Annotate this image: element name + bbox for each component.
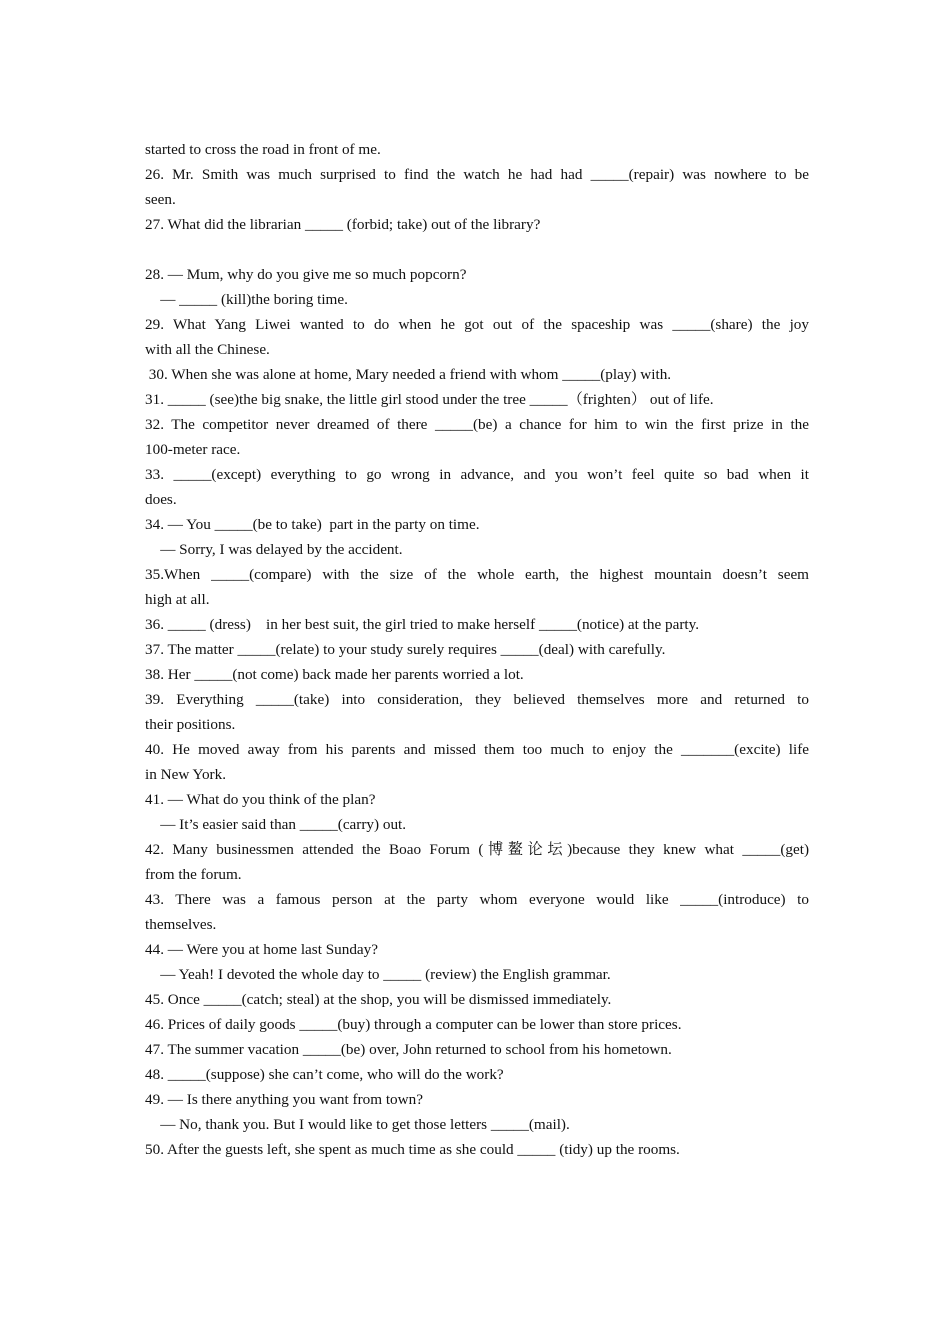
text-line: 46. Prices of daily goods _____(buy) through a computer can be lower than store prices. (145, 1016, 682, 1033)
text-line: — _____ (kill)the boring time. (145, 291, 348, 308)
text-line: 37. The matter _____(relate) to your study surely requires _____(deal) with carefully. (145, 641, 666, 658)
text-line: 27. What did the librarian _____ (forbid; take) out of the library? (145, 216, 541, 233)
text-line: with all the Chinese. (145, 341, 270, 358)
text-line: 44. — Were you at home last Sunday? (145, 941, 379, 958)
text-line: 100-meter race. (145, 441, 241, 458)
text-line: 32. The competitor never dreamed of there _____(be) a chance for him to win the first prize in the (145, 416, 809, 433)
text-line: 42. Many businessmen attended the Boao Forum (博鳌论坛)because they knew what _____(get) (145, 841, 809, 858)
text-line: 47. The summer vacation _____(be) over, John returned to school from his hometown. (145, 1041, 672, 1058)
text-line: started to cross the road in front of me. (145, 141, 381, 158)
text-line: 33. _____(except) everything to go wrong in advance, and you won’t feel quite so bad when it (145, 466, 809, 483)
text-line: their positions. (145, 716, 236, 733)
text-line: 36. _____ (dress) in her best suit, the girl tried to make herself _____(notice) at the party. (145, 616, 700, 633)
text-line: — It’s easier said than _____(carry) out. (145, 816, 407, 833)
text-line: 48. _____(suppose) she can’t come, who will do the work? (145, 1066, 504, 1083)
text-line: 49. — Is there anything you want from town? (145, 1091, 423, 1108)
text-line: themselves. (145, 916, 217, 933)
text-line: — No, thank you. But I would like to get those letters _____(mail). (145, 1116, 570, 1133)
text-line: in New York. (145, 766, 227, 783)
text-line: 28. — Mum, why do you give me so much popcorn? (145, 266, 467, 283)
blank-line (145, 237, 809, 262)
text-line: — Sorry, I was delayed by the accident. (145, 541, 403, 558)
text-line: 40. He moved away from his parents and missed them too much to enjoy the _______(excite) life (145, 741, 809, 758)
text-line: 26. Mr. Smith was much surprised to find the watch he had had _____(repair) was nowhere to be (145, 166, 809, 183)
document-page (145, 137, 809, 1162)
text-line: from the forum. (145, 866, 242, 883)
text-line: seen. (145, 191, 176, 208)
text-line: — Yeah! I devoted the whole day to _____ (review) the English grammar. (145, 966, 611, 983)
text-line: 29. What Yang Liwei wanted to do when he got out of the spaceship was _____(share) the joy (145, 316, 809, 333)
text-line: 35.When _____(compare) with the size of the whole earth, the highest mountain doesn’t seem (145, 566, 809, 583)
text-line: 45. Once _____(catch; steal) at the shop, you will be dismissed immediately. (145, 991, 612, 1008)
text-line: 41. — What do you think of the plan? (145, 791, 376, 808)
text-line: 34. — You _____(be to take) part in the party on time. (145, 516, 480, 533)
text-line: 39. Everything _____(take) into consideration, they believed themselves more and returned to (145, 691, 809, 708)
text-line: does. (145, 491, 177, 508)
text-line: high at all. (145, 591, 210, 608)
text-line: 50. After the guests left, she spent as much time as she could _____ (tidy) up the rooms. (145, 1141, 680, 1158)
text-line: 38. Her _____(not come) back made her parents worried a lot. (145, 666, 524, 683)
text-line: 30. When she was alone at home, Mary needed a friend with whom _____(play) with. (145, 366, 672, 383)
text-line: 31. _____ (see)the big snake, the little girl stood under the tree _____（frighten） out of life. (145, 391, 714, 408)
text-line: 43. There was a famous person at the party whom everyone would like _____(introduce) to (145, 891, 809, 908)
